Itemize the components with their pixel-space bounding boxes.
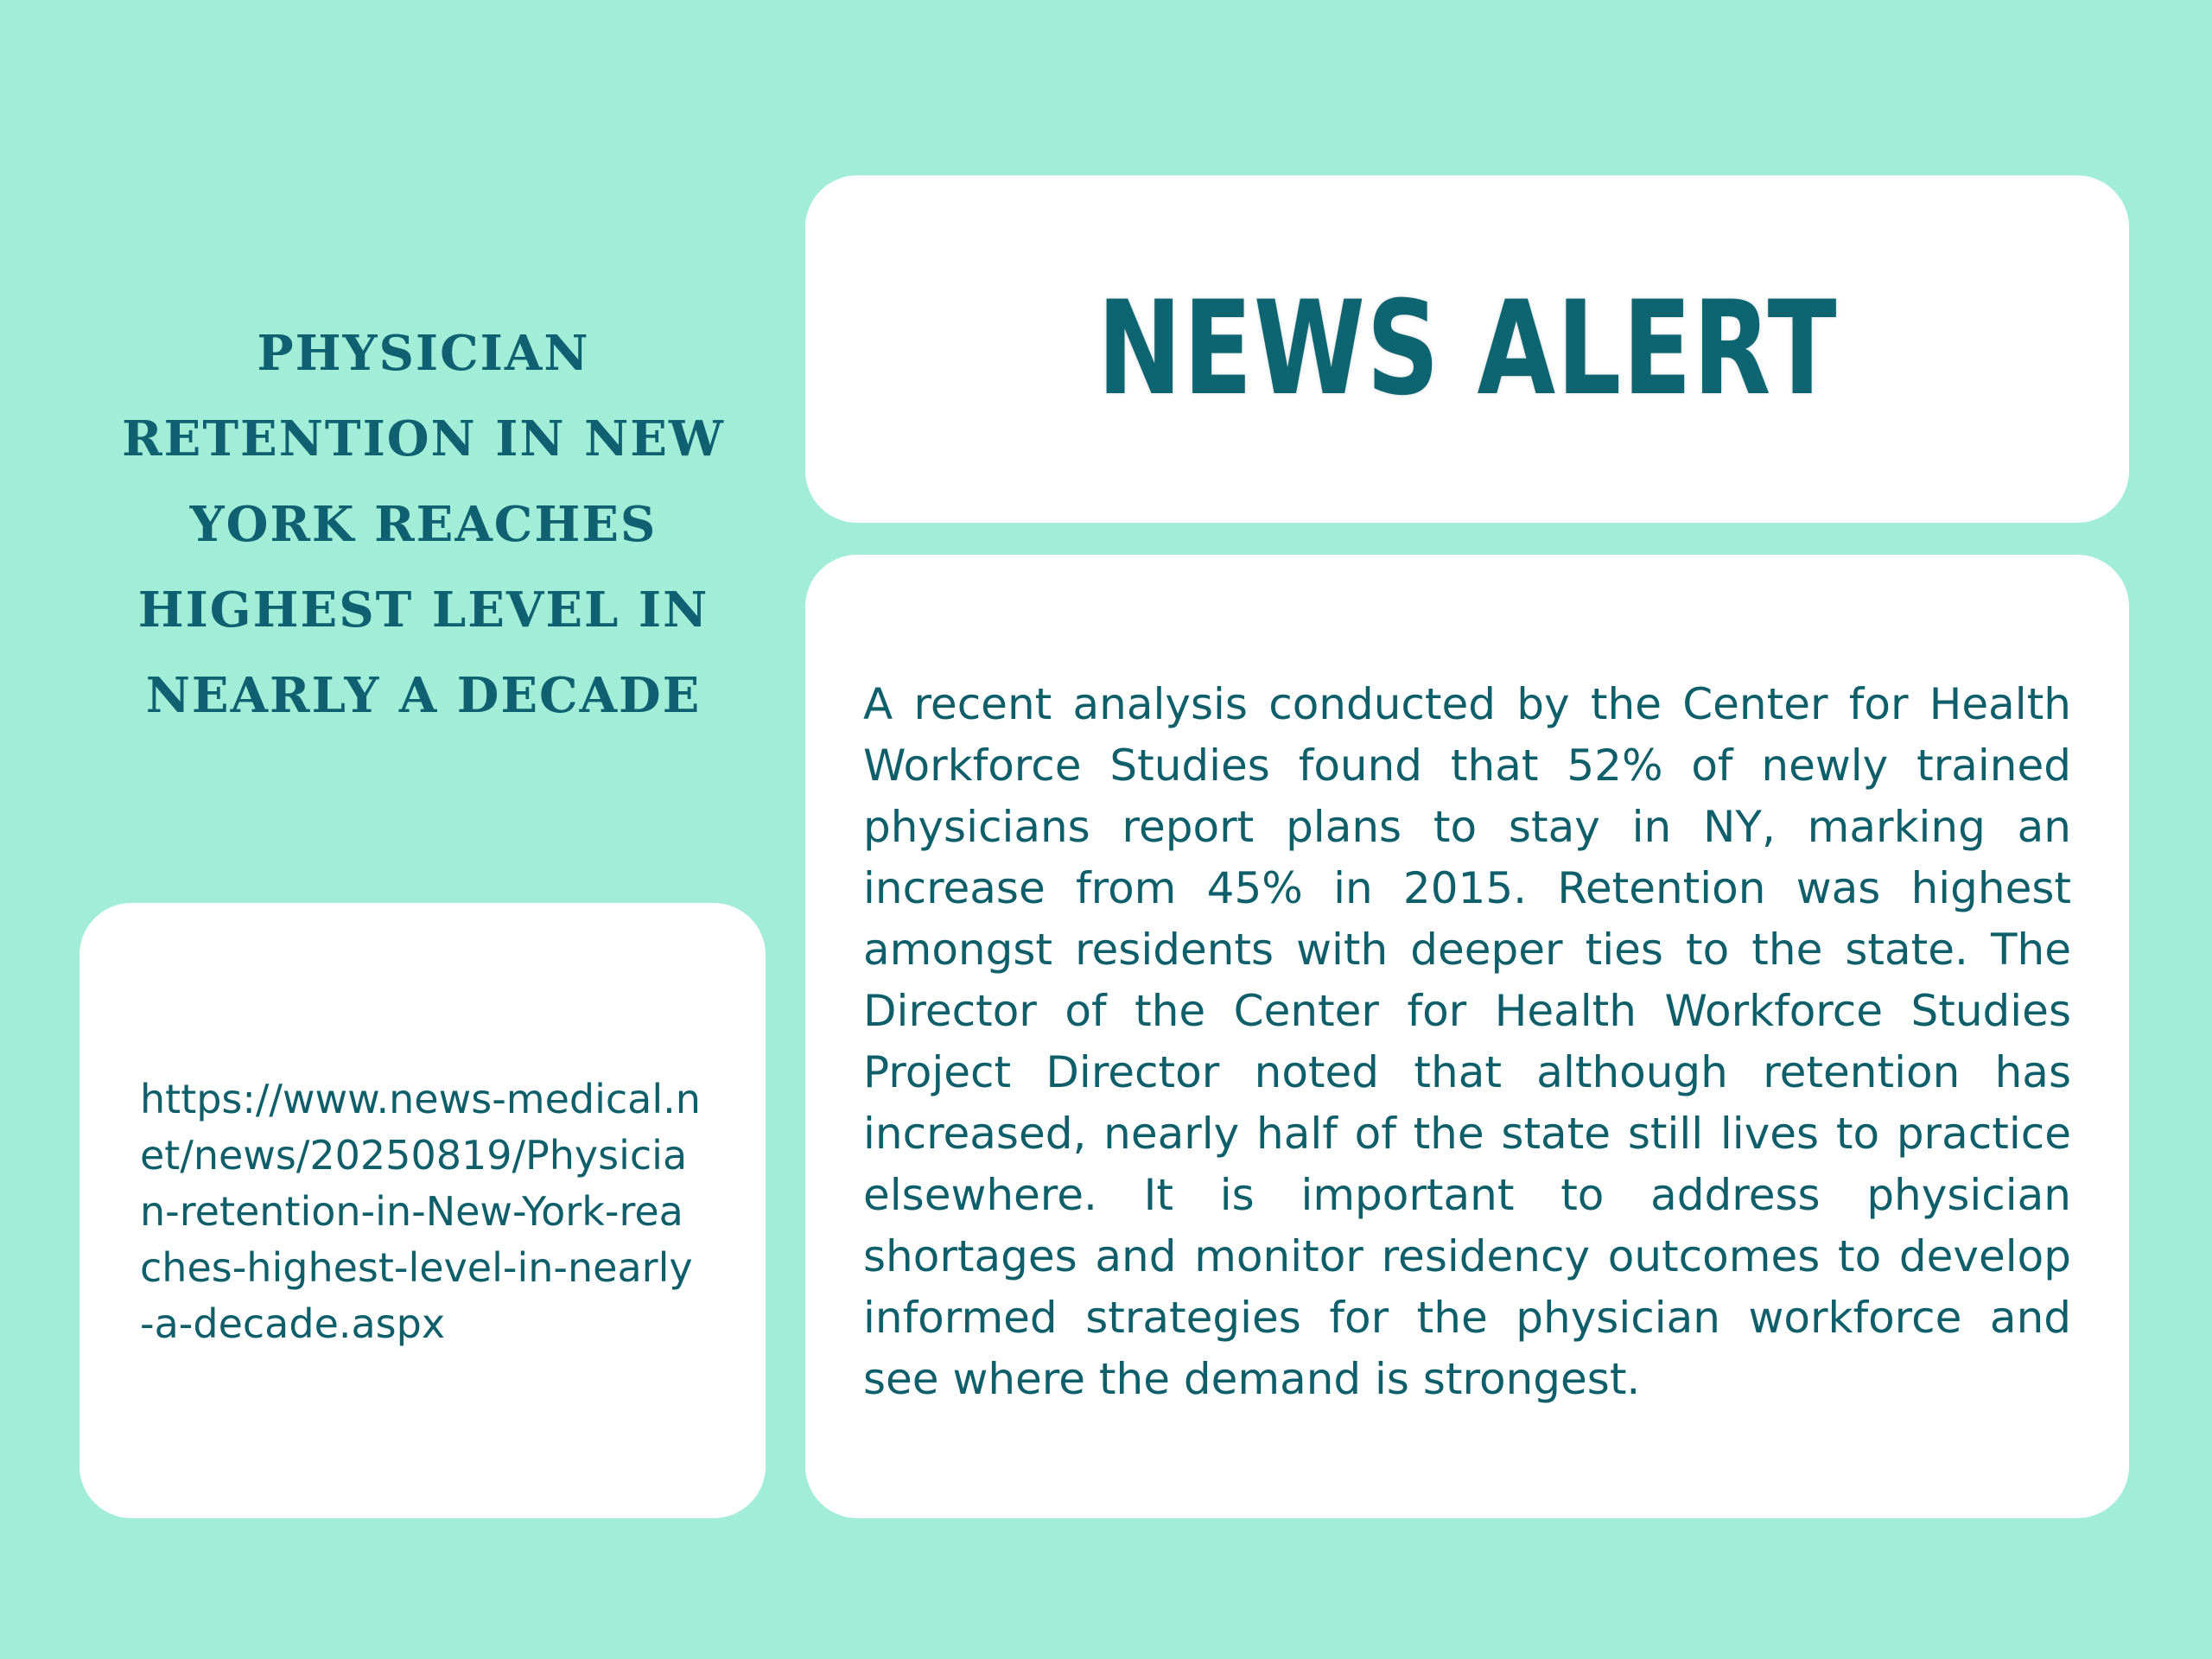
- source-card: [79, 903, 766, 1518]
- article-body: A recent analysis conducted by the Center for Health Workforce Studies found that 52% of newly trained physicians report plans to stay in NY, marking an increase from 45% in 2015. Retention was highest amongst residents with deeper ties to the state. The Director of the Center for Health Workforce Studies Project Director noted that although retention has increased, nearly half of the state still lives to practice elsewhere. It is important to address physician shortages and monitor residency outcomes to develop informed strategies for the physician workforce and see where the demand is strongest.: [863, 679, 2071, 1404]
- headline: PHYSICIAN RETENTION IN NEW YORK REACHES HIGHEST LEVEL IN NEARLY A DECADE: [122, 325, 725, 724]
- article-card: [805, 555, 2129, 1518]
- news-alert-title: NEWS ALERT: [1096, 274, 1838, 424]
- news-alert-banner: [805, 175, 2129, 523]
- source-url: https://www.news-medical.net/news/20250819/Physician-retention-in-New-York-reaches-highest-level-in-nearly-a-decade.aspx: [140, 1076, 701, 1347]
